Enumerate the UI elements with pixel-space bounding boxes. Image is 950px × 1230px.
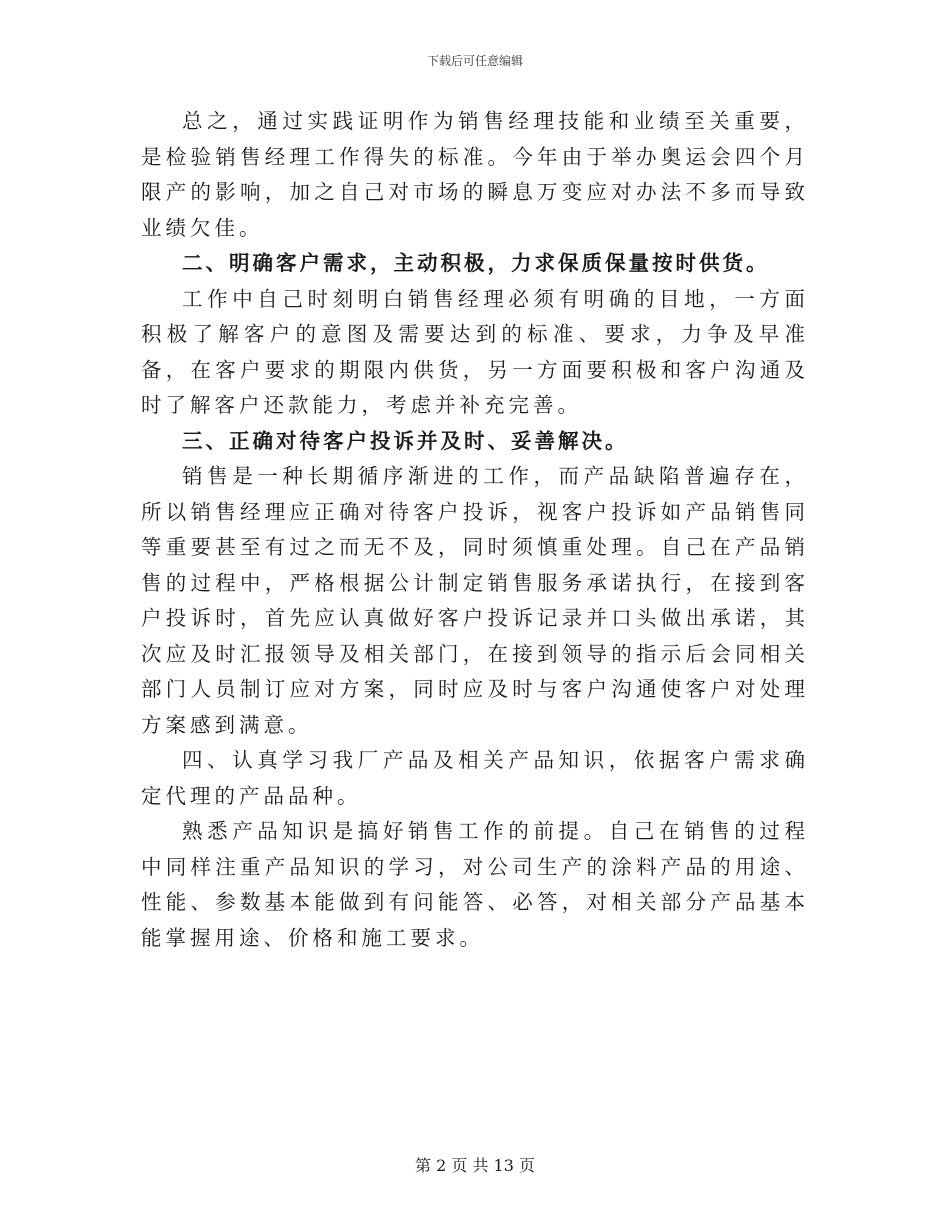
paragraph-summary: 总之，通过实践证明作为销售经理技能和业绩至关重要，是检验销售经理工作得失的标准。今年由于举办奥运会四个月限产的影响，加之自己对市场的瞬息万变应对办法不多而导致业绩欠佳。 [141, 109, 809, 240]
paragraph-customer-needs: 工作中自己时刻明白销售经理必须有明确的目地，一方面积极了解客户的意图及需要达到的标准、要求，力争及早准备，在客户要求的期限内供货，另一方面要积极和客户沟通及时了解客户还款能力，考虑并补充完善。 [141, 286, 809, 417]
section-heading-2: 二、明确客户需求，主动积极，力求保质保量按时供货。 [182, 251, 770, 275]
section-heading-4: 四、认真学习我厂产品及相关产品知识，依据客户需求确定代理的产品品种。 [141, 748, 809, 808]
paragraph-product-knowledge: 熟悉产品知识是搞好销售工作的前提。自己在销售的过程中同样注重产品知识的学习，对公司生产的涂料产品的用途、性能、参数基本能做到有问能答、必答，对相关部分产品基本能掌握用途、价格和施工要求。 [141, 819, 809, 950]
document-body [141, 104, 809, 956]
section-heading-3: 三、正确对待客户投诉并及时、妥善解决。 [182, 428, 629, 453]
paragraph-complaints: 销售是一种长期循序渐进的工作，而产品缺陷普遍存在，所以销售经理应正确对待客户投诉，视客户投诉如产品销售同等重要甚至有过之而无不及，同时须慎重处理。自己在产品销售的过程中，严格根据公计制定销售服务承诺执行，在接到客户投诉时，首先应认真做好客户投诉记录并口头做出承诺，其次应及时汇报领导及相关部门，在接到领导的指示后会同相关部门人员制订应对方案，同时应及时与客户沟通使客户对处理方案感到满意。 [141, 464, 809, 737]
page-number: 第 2 页 共 13 页 [415, 1156, 535, 1175]
page-header: 下载后可任意编辑 [426, 54, 523, 68]
